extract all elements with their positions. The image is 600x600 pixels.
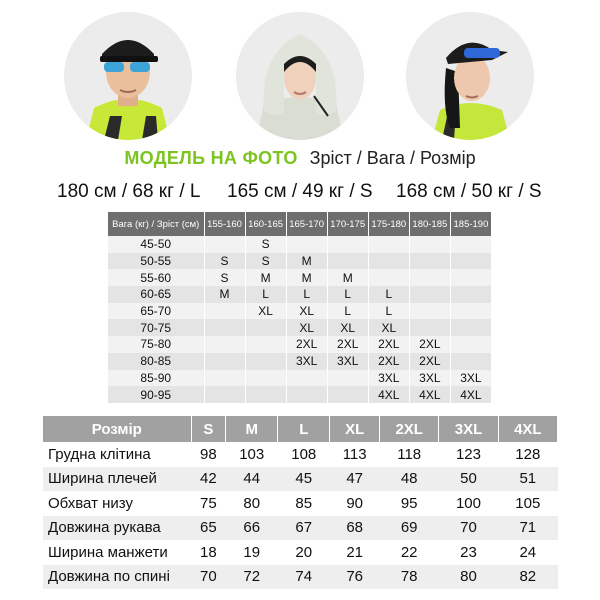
measurement-row-label: Ширина манжети xyxy=(43,540,191,565)
recommended-size-cell xyxy=(450,269,491,286)
measurement-cell: 108 xyxy=(278,442,330,467)
recommended-size-cell xyxy=(204,303,245,320)
recommended-size-cell: 2XL xyxy=(368,336,409,353)
model-photo-male-icon xyxy=(64,12,192,140)
measurement-cell: 75 xyxy=(191,491,226,516)
model-stat-3: 168 см / 50 кг / S xyxy=(396,181,542,202)
measurement-cell: 70 xyxy=(191,565,226,590)
recommended-size-cell xyxy=(368,269,409,286)
measurement-row xyxy=(43,467,558,492)
weight-row-label: 80-85 xyxy=(108,353,204,370)
measurement-cell: 95 xyxy=(380,491,439,516)
recommended-size-cell xyxy=(204,336,245,353)
weight-row-label: 85-90 xyxy=(108,370,204,387)
recommended-size-cell xyxy=(204,386,245,403)
recommended-size-cell xyxy=(204,319,245,336)
recommended-size-cell: XL xyxy=(286,303,327,320)
recommended-size-cell xyxy=(368,253,409,270)
recommended-size-cell xyxy=(327,253,368,270)
measurement-cell: 72 xyxy=(226,565,278,590)
measurement-cell: 69 xyxy=(380,516,439,541)
recommended-size-cell: 2XL xyxy=(327,336,368,353)
recommended-size-cell: XL xyxy=(368,319,409,336)
measurement-row xyxy=(43,442,558,467)
height-col: 165-170 xyxy=(286,212,327,236)
recommended-size-cell xyxy=(450,236,491,253)
recommended-size-cell xyxy=(327,386,368,403)
recommended-size-cell: L xyxy=(245,286,286,303)
measurement-cell: 50 xyxy=(439,467,498,492)
measurement-row xyxy=(43,491,558,516)
measurement-cell: 21 xyxy=(330,540,380,565)
weight-row-label: 60-65 xyxy=(108,286,204,303)
height-col: 155-160 xyxy=(204,212,245,236)
measurement-row-label: Ширина плечей xyxy=(43,467,191,492)
measurement-cell: 123 xyxy=(439,442,498,467)
recommended-size-cell: 2XL xyxy=(409,353,450,370)
recommended-size-cell xyxy=(450,303,491,320)
recommended-size-cell: S xyxy=(204,269,245,286)
measurement-cell: 66 xyxy=(226,516,278,541)
measurement-cell: 48 xyxy=(380,467,439,492)
recommended-size-cell: 4XL xyxy=(409,386,450,403)
recommended-size-cell xyxy=(409,303,450,320)
recommended-size-cell xyxy=(409,253,450,270)
recommended-size-cell: L xyxy=(327,286,368,303)
measurement-cell: 44 xyxy=(226,467,278,492)
recommended-size-cell: M xyxy=(327,269,368,286)
measurement-cell: 22 xyxy=(380,540,439,565)
weight-height-header xyxy=(108,212,492,236)
recommended-size-cell xyxy=(204,353,245,370)
weight-row-label: 65-70 xyxy=(108,303,204,320)
recommended-size-cell xyxy=(245,319,286,336)
height-col: 160-165 xyxy=(245,212,286,236)
measurement-cell: 23 xyxy=(439,540,498,565)
recommended-size-cell xyxy=(245,353,286,370)
size-table xyxy=(43,416,558,590)
measurement-cell: 98 xyxy=(191,442,226,467)
recommended-size-cell: L xyxy=(286,286,327,303)
recommended-size-cell: XL xyxy=(327,319,368,336)
measurement-row-label: Довжина по спині xyxy=(43,565,191,590)
weight-row xyxy=(108,353,492,370)
recommended-size-cell: 3XL xyxy=(450,370,491,387)
weight-row xyxy=(108,303,492,320)
weight-row-label: 90-95 xyxy=(108,386,204,403)
recommended-size-cell xyxy=(409,236,450,253)
weight-row-label: 75-80 xyxy=(108,336,204,353)
measurement-row xyxy=(43,516,558,541)
recommended-size-cell xyxy=(286,370,327,387)
measurement-cell: 78 xyxy=(380,565,439,590)
measurement-cell: 90 xyxy=(330,491,380,516)
measurement-cell: 71 xyxy=(498,516,557,541)
weight-row xyxy=(108,286,492,303)
size-col: 4XL xyxy=(498,416,557,442)
recommended-size-cell: 2XL xyxy=(286,336,327,353)
size-col: M xyxy=(226,416,278,442)
size-col: 2XL xyxy=(380,416,439,442)
measurement-cell: 74 xyxy=(278,565,330,590)
recommended-size-cell xyxy=(409,286,450,303)
size-header xyxy=(43,416,558,442)
measurement-cell: 80 xyxy=(226,491,278,516)
recommended-size-cell: M xyxy=(286,269,327,286)
recommended-size-cell: 4XL xyxy=(450,386,491,403)
height-col: 185-190 xyxy=(450,212,491,236)
measurement-cell: 65 xyxy=(191,516,226,541)
recommended-size-cell: M xyxy=(286,253,327,270)
recommended-size-cell xyxy=(286,236,327,253)
model-stat-1: 180 см / 68 кг / L xyxy=(57,181,201,202)
recommended-size-cell: XL xyxy=(245,303,286,320)
measurement-row-label: Грудна клітина xyxy=(43,442,191,467)
model-stat-2: 165 см / 49 кг / S xyxy=(227,181,373,202)
recommended-size-cell xyxy=(204,236,245,253)
recommended-size-cell: 2XL xyxy=(368,353,409,370)
recommended-size-cell xyxy=(450,336,491,353)
headline-subtitle: Зріст / Вага / Розмір xyxy=(309,148,476,168)
measurement-row xyxy=(43,565,558,590)
recommended-size-cell xyxy=(327,236,368,253)
model-photos xyxy=(0,12,600,142)
measurement-cell: 128 xyxy=(498,442,557,467)
measurement-cell: 103 xyxy=(226,442,278,467)
recommended-size-cell: 2XL xyxy=(409,336,450,353)
measurement-row xyxy=(43,540,558,565)
height-col: 180-185 xyxy=(409,212,450,236)
recommended-size-cell xyxy=(245,386,286,403)
size-col: 3XL xyxy=(439,416,498,442)
recommended-size-cell: 3XL xyxy=(368,370,409,387)
weight-row xyxy=(108,269,492,286)
measurement-cell: 67 xyxy=(278,516,330,541)
weight-row xyxy=(108,386,492,403)
corner-cell: Вага (кг) / Зріст (см) xyxy=(108,212,204,236)
size-col: S xyxy=(191,416,226,442)
recommended-size-cell: L xyxy=(368,303,409,320)
recommended-size-cell xyxy=(450,253,491,270)
measurement-cell: 80 xyxy=(439,565,498,590)
height-col: 175-180 xyxy=(368,212,409,236)
measurement-cell: 45 xyxy=(278,467,330,492)
recommended-size-cell: 3XL xyxy=(409,370,450,387)
model-headline xyxy=(0,146,600,170)
measurement-cell: 42 xyxy=(191,467,226,492)
measurement-cell: 19 xyxy=(226,540,278,565)
height-col: 170-175 xyxy=(327,212,368,236)
model-photo-female-hood-icon xyxy=(236,12,364,140)
measurement-cell: 100 xyxy=(439,491,498,516)
recommended-size-cell xyxy=(245,370,286,387)
measurement-cell: 68 xyxy=(330,516,380,541)
measurement-cell: 51 xyxy=(498,467,557,492)
weight-row xyxy=(108,253,492,270)
model-photo-female-cap-icon xyxy=(406,12,534,140)
recommended-size-cell xyxy=(286,386,327,403)
recommended-size-cell: S xyxy=(204,253,245,270)
size-header-label: Розмір xyxy=(43,416,191,442)
recommended-size-cell xyxy=(409,269,450,286)
weight-row xyxy=(108,236,492,253)
recommended-size-cell xyxy=(450,353,491,370)
model-stats xyxy=(0,178,600,206)
recommended-size-cell: 4XL xyxy=(368,386,409,403)
measurement-row-label: Довжина рукава xyxy=(43,516,191,541)
measurement-cell: 47 xyxy=(330,467,380,492)
measurement-cell: 18 xyxy=(191,540,226,565)
weight-row-label: 55-60 xyxy=(108,269,204,286)
recommended-size-cell xyxy=(450,319,491,336)
recommended-size-cell xyxy=(327,370,368,387)
recommended-size-cell xyxy=(204,370,245,387)
measurement-cell: 113 xyxy=(330,442,380,467)
recommended-size-cell xyxy=(245,336,286,353)
weight-row xyxy=(108,336,492,353)
measurement-cell: 70 xyxy=(439,516,498,541)
recommended-size-cell: M xyxy=(204,286,245,303)
size-col: L xyxy=(278,416,330,442)
weight-row-label: 50-55 xyxy=(108,253,204,270)
size-col: XL xyxy=(330,416,380,442)
weight-height-table xyxy=(108,212,492,403)
recommended-size-cell: S xyxy=(245,253,286,270)
weight-row-label: 70-75 xyxy=(108,319,204,336)
recommended-size-cell: XL xyxy=(286,319,327,336)
recommended-size-cell xyxy=(368,236,409,253)
measurement-cell: 85 xyxy=(278,491,330,516)
measurement-cell: 105 xyxy=(498,491,557,516)
recommended-size-cell: S xyxy=(245,236,286,253)
recommended-size-cell xyxy=(450,286,491,303)
measurement-cell: 20 xyxy=(278,540,330,565)
measurement-cell: 118 xyxy=(380,442,439,467)
recommended-size-cell: L xyxy=(327,303,368,320)
weight-row xyxy=(108,370,492,387)
measurement-cell: 24 xyxy=(498,540,557,565)
headline-title: МОДЕЛЬ НА ФОТО xyxy=(124,148,298,168)
recommended-size-cell: L xyxy=(368,286,409,303)
recommended-size-cell: M xyxy=(245,269,286,286)
weight-row-label: 45-50 xyxy=(108,236,204,253)
recommended-size-cell: 3XL xyxy=(286,353,327,370)
recommended-size-cell xyxy=(409,319,450,336)
measurement-row-label: Обхват низу xyxy=(43,491,191,516)
weight-row xyxy=(108,319,492,336)
measurement-cell: 82 xyxy=(498,565,557,590)
recommended-size-cell: 3XL xyxy=(327,353,368,370)
measurement-cell: 76 xyxy=(330,565,380,590)
